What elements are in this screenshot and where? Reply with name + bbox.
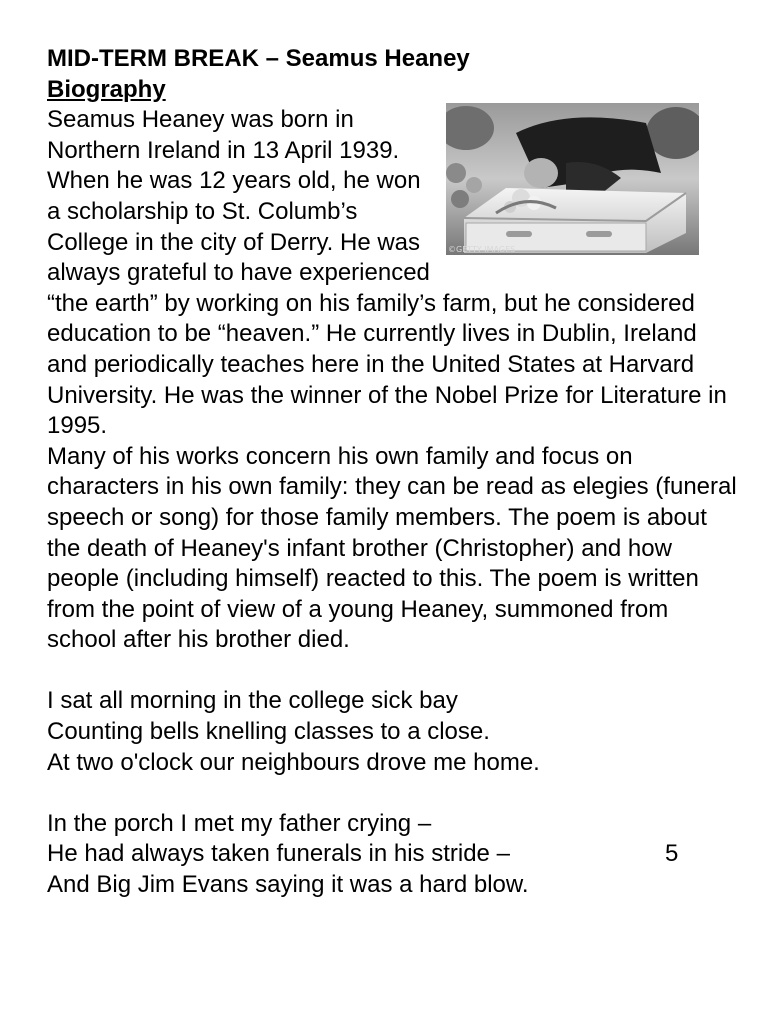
poem-line-with-number xyxy=(47,839,737,870)
section-heading: Biography xyxy=(47,75,166,103)
poem xyxy=(47,686,737,900)
poem-line: In the porch I met my father crying – xyxy=(47,809,432,837)
photo-watermark: ©GETTY IMAGES xyxy=(448,245,516,255)
funeral-photo-icon xyxy=(446,103,699,255)
poem-line: At two o'clock our neighbours drove me home. xyxy=(47,748,540,776)
funeral-photo xyxy=(446,103,699,255)
poem-line: And Big Jim Evans saying it was a hard blow. xyxy=(47,871,529,899)
biography-paragraph-1: Seamus Heaney was born in Northern Ireland in 13 April 1939. When he was 12 years old, he won a scholarship to St. Columb’s College in the city of Derry. He was always grateful to have experienced “the earth” by working on his family’s farm, but he considered education to be “heaven.” He currently lives in Dublin, Ireland and periodically teaches here in the United States at Harvard University. He was the winner of the Nobel Prize for Literature in 1995. xyxy=(47,106,727,440)
document-title: MID-TERM BREAK – Seamus Heaney xyxy=(47,45,470,72)
biography-paragraph-2: Many of his works concern his own family and focus on characters in his own family: they can be read as elegies (funeral speech or song) for those family members. The poem is about the death of Heaney's infant brother (Christopher) and how people (including himself) reacted to this. The poem is written from the point of view of a young Heaney, summoned from school after his brother died. xyxy=(47,442,737,654)
poem-stanza-1 xyxy=(47,686,737,778)
poem-line-text: He had always taken funerals in his stride – xyxy=(47,840,510,868)
poem-stanza-2 xyxy=(47,809,737,901)
poem-line: Counting bells knelling classes to a close. xyxy=(47,718,490,746)
document-page xyxy=(47,44,737,931)
poem-line: I sat all morning in the college sick bay xyxy=(47,687,458,715)
poem-line-number: 5 xyxy=(665,840,679,868)
